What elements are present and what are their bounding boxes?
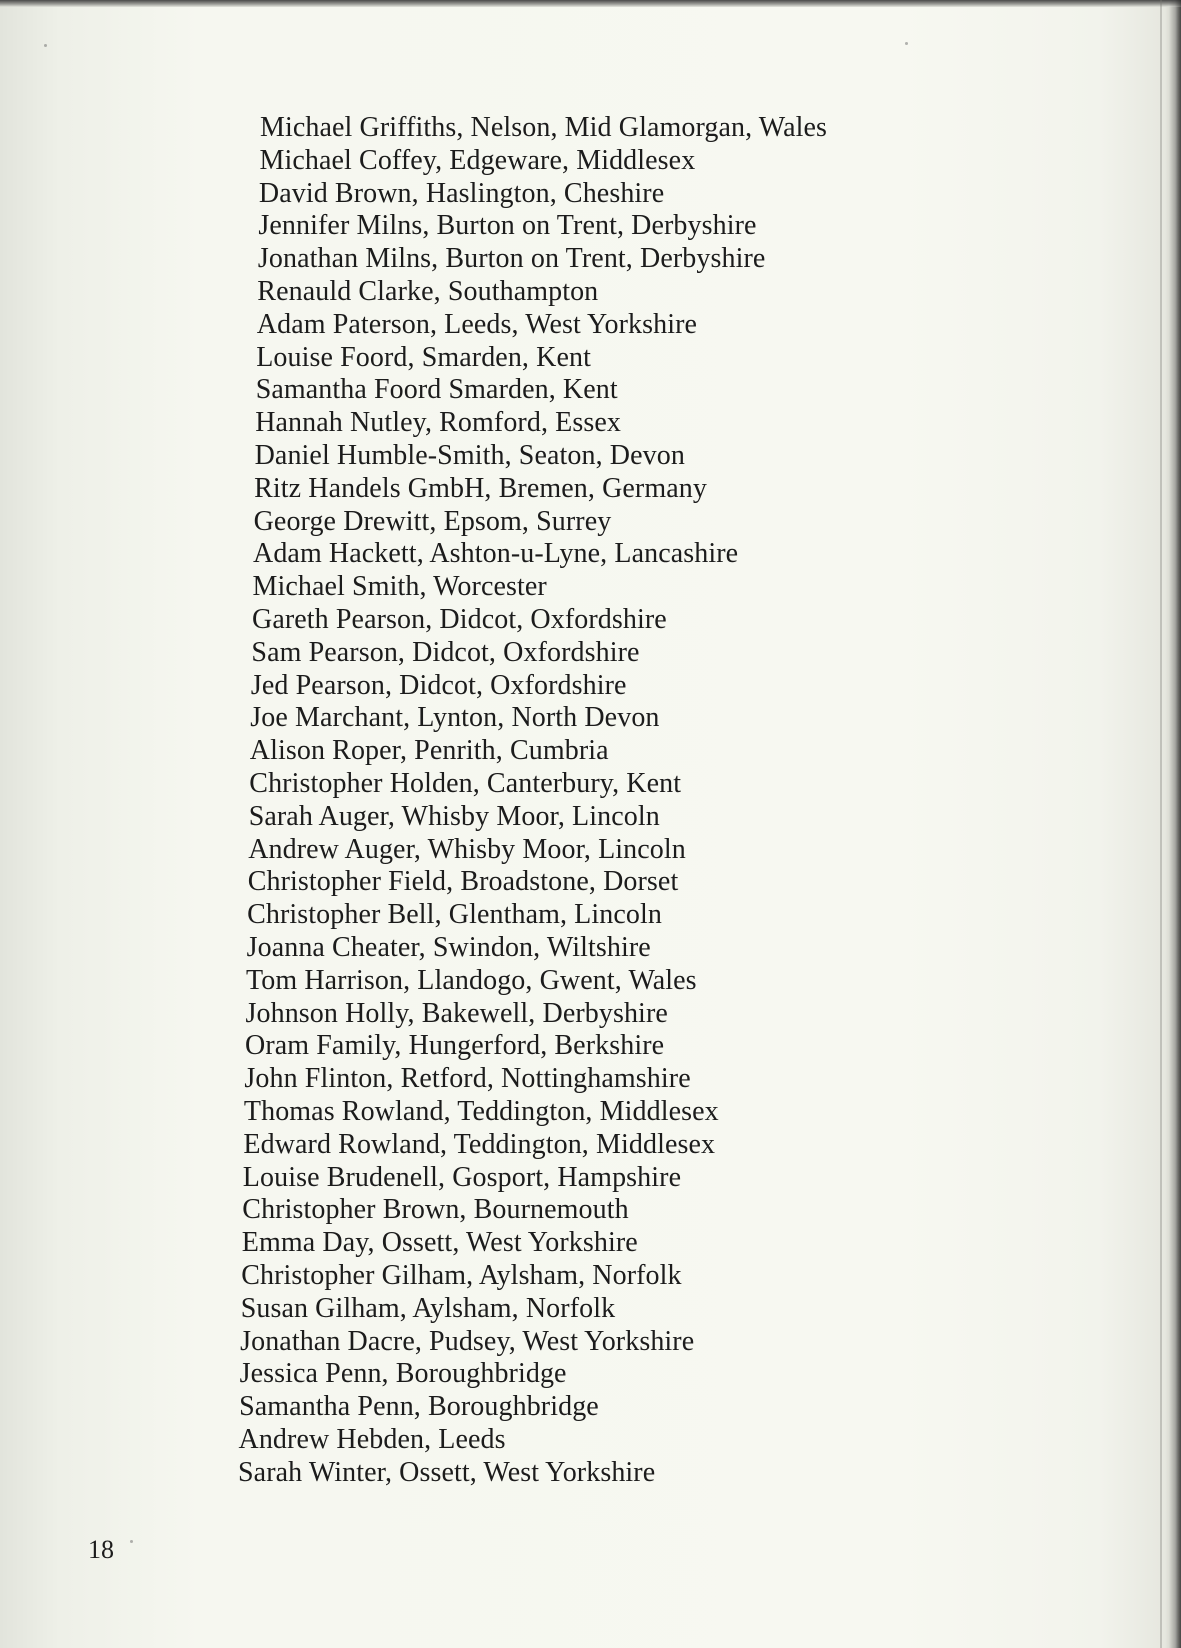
name-entry: Johnson Holly, Bakewell, Derbyshire	[245, 997, 668, 1029]
name-entry: Jonathan Milns, Burton on Trent, Derbyshire	[257, 243, 766, 275]
name-entry: Jed Pearson, Didcot, Oxfordshire	[250, 669, 627, 701]
name-entry: Samantha Foord Smarden, Kent	[255, 374, 618, 406]
name-entry: Joe Marchant, Lynton, North Devon	[250, 702, 660, 734]
name-entry: Thomas Rowland, Teddington, Middlesex	[243, 1096, 719, 1127]
name-entry: Oram Family, Hungerford, Berkshire	[245, 1030, 665, 1062]
name-entry: Louise Brudenell, Gosport, Hampshire	[242, 1161, 682, 1193]
name-entry: John Flinton, Retford, Nottinghamshire	[244, 1063, 691, 1095]
name-entry: Emma Day, Ossett, West Yorkshire	[241, 1227, 638, 1259]
name-entry: Sam Pearson, Didcot, Oxfordshire	[251, 636, 640, 668]
name-entry: George Drewitt, Epsom, Surrey	[253, 505, 612, 537]
name-entry: Alison Roper, Penrith, Cumbria	[249, 735, 609, 767]
name-entry: Sarah Auger, Whisby Moor, Lincoln	[248, 800, 660, 832]
name-entry: Christopher Bell, Glentham, Lincoln	[247, 899, 662, 931]
page-number: 18	[88, 1535, 114, 1564]
name-entry: Andrew Auger, Whisby Moor, Lincoln	[248, 833, 686, 865]
name-entry: Jessica Penn, Boroughbridge	[239, 1358, 567, 1390]
name-entry: Edward Rowland, Teddington, Middlesex	[243, 1128, 716, 1160]
name-entry: Sarah Winter, Ossett, West Yorkshire	[238, 1456, 656, 1488]
name-entry: Christopher Brown, Bournemouth	[242, 1194, 629, 1226]
name-entry: Michael Coffey, Edgeware, Middlesex	[259, 144, 696, 176]
name-entry: Daniel Humble-Smith, Seaton, Devon	[254, 440, 685, 471]
name-entry: Christopher Field, Broadstone, Dorset	[247, 866, 679, 898]
name-entry: Joanna Cheater, Swindon, Wiltshire	[246, 932, 651, 963]
name-entry: David Brown, Haslington, Cheshire	[258, 177, 665, 209]
name-entry: Andrew Hebden, Leeds	[238, 1424, 506, 1455]
name-entry: Renauld Clarke, Southampton	[257, 276, 599, 307]
name-entry: Michael Griffiths, Nelson, Mid Glamorgan, Wales	[260, 112, 828, 143]
name-entry: Louise Foord, Smarden, Kent	[256, 341, 591, 373]
name-entry: Adam Paterson, Leeds, West Yorkshire	[256, 308, 698, 340]
name-entry: Christopher Gilham, Aylsham, Norfolk	[241, 1260, 682, 1291]
name-entry: Susan Gilham, Aylsham, Norfolk	[240, 1292, 616, 1324]
name-entry: Samantha Penn, Boroughbridge	[239, 1391, 599, 1423]
name-entry: Christopher Holden, Canterbury, Kent	[249, 768, 682, 799]
name-entry: Michael Smith, Worcester	[252, 571, 547, 603]
name-entry: Jonathan Dacre, Pudsey, West Yorkshire	[240, 1325, 695, 1357]
name-entry: Gareth Pearson, Didcot, Oxfordshire	[252, 604, 667, 635]
name-entry: Jennifer Milns, Burton on Trent, Derbyshire	[258, 210, 757, 242]
name-entry: Ritz Handels GmbH, Bremen, Germany	[254, 472, 707, 504]
name-entry: Tom Harrison, Llandogo, Gwent, Wales	[246, 964, 697, 996]
name-entry: Hannah Nutley, Romford, Essex	[255, 407, 621, 439]
name-entry: Adam Hackett, Ashton-u-Lyne, Lancashire	[253, 538, 739, 570]
